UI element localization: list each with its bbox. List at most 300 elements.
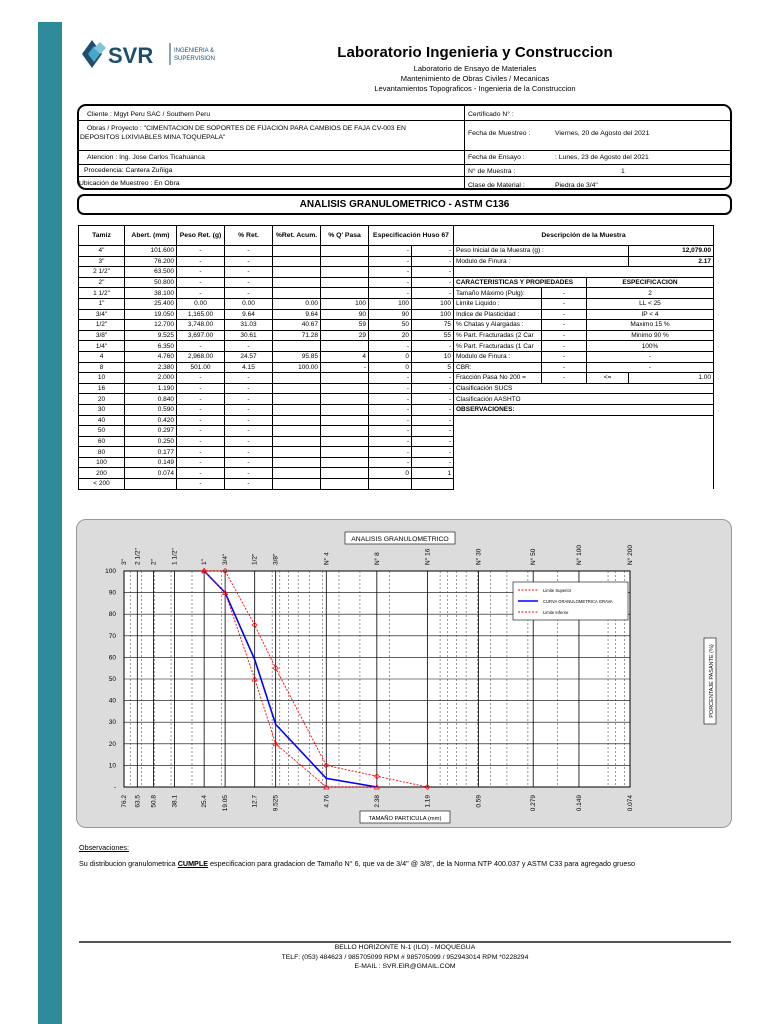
peso-ret-cell: -	[177, 468, 225, 479]
table-row	[79, 246, 714, 257]
peso-ret-cell: 1,165.00	[177, 309, 225, 320]
spec-min-cell: -	[369, 256, 412, 267]
description-cell: ESPECIFICACION	[587, 277, 714, 288]
spec-max-cell: -	[412, 256, 454, 267]
tamiz-cell: 30	[79, 404, 125, 415]
spec-max-cell: 10	[412, 351, 454, 362]
tamiz-cell: 10	[79, 373, 125, 384]
table-header-row	[79, 226, 714, 246]
description-cell: Clasificación AASHTO	[454, 394, 714, 405]
spec-max-cell: 5	[412, 362, 454, 373]
description-cell: -	[542, 373, 587, 384]
pct-ret-cell: -	[225, 341, 273, 352]
clase: Piedra de 3/4"	[555, 182, 598, 189]
column-header: % Ret.	[225, 226, 273, 246]
pct-ret-acum-cell	[273, 415, 321, 426]
sieve-tick-label: N° 16	[424, 548, 432, 565]
sieve-tick-label: 2"	[150, 559, 158, 565]
description-cell: -	[542, 288, 587, 299]
abertura-cell: 0.149	[125, 457, 177, 468]
tamiz-cell: 8	[79, 362, 125, 373]
description-blank	[454, 436, 714, 447]
table-row	[79, 404, 714, 415]
description-cell: % Part. Fracturadas (1 Car	[454, 341, 542, 352]
abertura-cell: 0.840	[125, 394, 177, 405]
pct-ret-cell: -	[225, 246, 273, 257]
header-line-3: Levantamientos Topograficos - Ingenieria de la Construccion	[374, 84, 576, 93]
table-row	[79, 479, 714, 490]
spec-min-cell: -	[369, 383, 412, 394]
table-row	[79, 383, 714, 394]
info-panel	[77, 104, 732, 190]
abertura-cell: 101.600	[125, 246, 177, 257]
sieve-tick-label: N° 4	[323, 552, 331, 565]
sieve-tick-label: 2 1/2"	[134, 548, 142, 565]
spec-max-cell: -	[412, 426, 454, 437]
table-row	[79, 426, 714, 437]
y-tick-label: 80	[108, 611, 116, 619]
fecha-muestreo: Viernes, 20 de Agosto del 2021	[555, 130, 650, 137]
description-cell: OBSERVACIONES:	[454, 404, 714, 415]
description-cell: % Part. Fracturadas (2 Car	[454, 330, 542, 341]
table-row	[79, 320, 714, 331]
column-header: Peso Ret. (g)	[177, 226, 225, 246]
description-blank	[454, 468, 714, 479]
peso-ret-cell: -	[177, 288, 225, 299]
description-cell: <=	[587, 373, 629, 384]
pct-ret-acum-cell	[273, 288, 321, 299]
lab-title: Laboratorio Ingenieria y Construccion	[337, 44, 613, 61]
peso-ret-cell: -	[177, 341, 225, 352]
pct-ret-cell: -	[225, 426, 273, 437]
peso-ret-cell: 501.00	[177, 362, 225, 373]
fecha-ensayo: : Lunes, 23 de Agosto del 2021	[555, 154, 649, 161]
spec-min-cell: -	[369, 267, 412, 278]
n-muestra: 1	[621, 168, 625, 175]
table-row	[79, 267, 714, 278]
spec-min-cell: -	[369, 415, 412, 426]
table-row	[79, 309, 714, 320]
pct-ret-acum-cell: 40.67	[273, 320, 321, 331]
description-blank	[454, 426, 714, 437]
pct-ret-acum-cell	[273, 267, 321, 278]
obs-pre: Su distribucion granulometrica	[79, 859, 178, 868]
pct-ret-cell: -	[225, 415, 273, 426]
info-divider	[464, 106, 465, 190]
pct-ret-cell: -	[225, 479, 273, 490]
y-tick-label: 40	[108, 697, 116, 705]
pct-pasa-cell	[321, 457, 369, 468]
table-row	[79, 373, 714, 384]
description-cell: -	[542, 362, 587, 373]
legend-label: Limite Inferior	[543, 610, 569, 615]
description-cell: Tamaño Máximo (Pulg):	[454, 288, 542, 299]
description-cell: 100%	[587, 341, 714, 352]
spec-max-cell: -	[412, 404, 454, 415]
x-tick-label: 4.76	[323, 795, 331, 808]
obs-cumple: CUMPLE	[177, 859, 209, 868]
pct-pasa-cell: 100	[321, 298, 369, 309]
spec-max-cell: -	[412, 436, 454, 447]
pct-pasa-cell	[321, 341, 369, 352]
pct-ret-cell: -	[225, 468, 273, 479]
pct-ret-acum-cell	[273, 404, 321, 415]
tamiz-cell: 2"	[79, 277, 125, 288]
description-cell: -	[542, 320, 587, 331]
tamiz-cell: 1"	[79, 298, 125, 309]
description-cell: -	[587, 351, 714, 362]
pct-pasa-cell	[321, 373, 369, 384]
x-tick-label: 0.074	[627, 795, 634, 812]
tamiz-cell: 3"	[79, 256, 125, 267]
spec-max-cell: 100	[412, 309, 454, 320]
x-tick-label: 19.05	[222, 795, 230, 812]
tamiz-cell: 60	[79, 436, 125, 447]
description-cell: 12,079.00	[629, 246, 714, 257]
spec-min-cell: -	[369, 277, 412, 288]
pct-ret-acum-cell	[273, 468, 321, 479]
observations-text	[79, 859, 635, 869]
tamiz-cell: 16	[79, 383, 125, 394]
tamiz-cell: 40	[79, 415, 125, 426]
tamiz-cell: 4	[79, 351, 125, 362]
pct-ret-acum-cell	[273, 394, 321, 405]
abertura-cell: 0.177	[125, 447, 177, 458]
column-header: % Q' Pasa	[321, 226, 369, 246]
pct-pasa-cell: -	[321, 362, 369, 373]
pct-ret-cell: -	[225, 277, 273, 288]
y-tick-label: 90	[108, 589, 116, 597]
pct-pasa-cell: 29	[321, 330, 369, 341]
pct-pasa-cell	[321, 277, 369, 288]
pct-ret-acum-cell: 9.64	[273, 309, 321, 320]
chart-panel	[76, 519, 732, 828]
description-cell: -	[542, 330, 587, 341]
pct-pasa-cell	[321, 436, 369, 447]
pct-ret-cell: -	[225, 288, 273, 299]
pct-ret-cell: 9.64	[225, 309, 273, 320]
spec-min-cell: 20	[369, 330, 412, 341]
legend-label: Limite Superior	[543, 588, 572, 593]
pct-ret-cell: -	[225, 373, 273, 384]
x-tick-label: 38.1	[171, 795, 179, 808]
column-header: Tamiz	[79, 226, 125, 246]
footer-phone: TELF: (053) 484623 / 985705099 RPM # 985705099 / 952943014 RPM *0228294	[281, 953, 529, 961]
y-tick-label: 50	[108, 676, 116, 683]
pct-pasa-cell	[321, 404, 369, 415]
abertura-cell: 0.074	[125, 468, 177, 479]
description-blank	[454, 479, 714, 490]
pct-ret-acum-cell: 95.85	[273, 351, 321, 362]
tamiz-cell: 50	[79, 426, 125, 437]
column-header: Abert. (mm)	[125, 226, 177, 246]
tamiz-cell: 1/2"	[79, 320, 125, 331]
description-cell: 1.00	[629, 373, 714, 384]
table-row	[79, 362, 714, 373]
sieve-tick-label: 1"	[201, 559, 209, 565]
abertura-cell: 9.525	[125, 330, 177, 341]
abertura-cell: 38.100	[125, 288, 177, 299]
header-line-1: Laboratorio de Ensayo de Materiales	[413, 64, 537, 73]
tamiz-cell: 200	[79, 468, 125, 479]
description-cell: Clasificación SUCS	[454, 383, 714, 394]
y-tick-label: 60	[108, 654, 116, 662]
description-cell: Indice de Plasticidad :	[454, 309, 542, 320]
spec-min-cell: -	[369, 436, 412, 447]
peso-ret-cell: 0.00	[177, 298, 225, 309]
description-cell: Fracción Pasa No 200 =	[454, 373, 542, 384]
pct-ret-cell: -	[225, 394, 273, 405]
x-tick-label: 0.279	[530, 795, 538, 812]
spec-max-cell: 100	[412, 298, 454, 309]
abertura-cell: 4.760	[125, 351, 177, 362]
peso-ret-cell: 3,697.00	[177, 330, 225, 341]
sieve-tick-label: 3/8"	[272, 553, 280, 565]
description-cell: -	[542, 309, 587, 320]
x-tick-label: 12.7	[251, 795, 259, 808]
pct-ret-cell: -	[225, 267, 273, 278]
pct-ret-acum-cell	[273, 426, 321, 437]
procedencia: Procedencia: Cantera Zuñiga	[84, 167, 173, 174]
observations-label: Observaciones:	[79, 843, 129, 852]
spec-min-cell: -	[369, 404, 412, 415]
x-tick-label: 2.38	[373, 795, 381, 808]
abertura-cell: 25.400	[125, 298, 177, 309]
spec-min-cell: -	[369, 447, 412, 458]
y-tick-label: 10	[108, 762, 116, 770]
abertura-cell: 0.420	[125, 415, 177, 426]
abertura-cell: 63.500	[125, 267, 177, 278]
pct-pasa-cell	[321, 288, 369, 299]
sieve-tick-label: 1/2"	[251, 553, 259, 565]
x-tick-label: 0.59	[475, 795, 483, 808]
pct-ret-cell: -	[225, 447, 273, 458]
spec-min-cell: 0	[369, 362, 412, 373]
spec-min-cell: 90	[369, 309, 412, 320]
spec-min-cell: 50	[369, 320, 412, 331]
pct-ret-cell: -	[225, 457, 273, 468]
pct-pasa-cell: 4	[321, 351, 369, 362]
table-row	[79, 394, 714, 405]
description-cell: LL < 25	[587, 298, 714, 309]
description-cell: Maximo 15 %	[587, 320, 714, 331]
sieve-tick-label: 3/4"	[222, 553, 230, 565]
y-tick-label: 70	[108, 632, 116, 640]
abertura-cell: 0.250	[125, 436, 177, 447]
spec-max-cell: 55	[412, 330, 454, 341]
spec-min-cell: -	[369, 457, 412, 468]
pct-ret-cell: -	[225, 383, 273, 394]
pct-pasa-cell	[321, 267, 369, 278]
svr-logo	[78, 34, 250, 74]
x-tick-label: 50.8	[150, 795, 158, 808]
pct-ret-acum-cell: 0.00	[273, 298, 321, 309]
pct-ret-cell: 24.57	[225, 351, 273, 362]
footer-address: BELLO HORIZONTE N-1 (ILO) - MOQUEGUA	[334, 944, 476, 951]
abertura-cell: 1.190	[125, 383, 177, 394]
sieve-tick-label: N° 30	[475, 548, 483, 565]
pct-ret-acum-cell	[273, 383, 321, 394]
lab-header	[300, 44, 650, 94]
ubicacion: Ubicación de Muestreo : En Obra	[79, 180, 180, 187]
abertura-cell: 12.700	[125, 320, 177, 331]
pct-ret-cell: 30.61	[225, 330, 273, 341]
description-cell	[454, 267, 714, 278]
obra-line-1: Obras / Proyecto : "CIMENTACION DE SOPORTES DE FIJACION PARA CAMBIOS DE FAJA CV-003 EN	[87, 125, 406, 132]
footer-email: E-MAIL : SVR.EIR@GMAIL.COM	[354, 963, 456, 970]
logo-sub-2: SUPERVISION	[174, 56, 215, 62]
table-row	[79, 256, 714, 267]
cliente: Cliente : Mgyt Peru SAC / Southern Peru	[87, 111, 211, 118]
spec-min-cell: 0	[369, 351, 412, 362]
x-axis-label: TAMAÑO PARTICULA (mm)	[368, 816, 442, 822]
pct-pasa-cell: 90	[321, 309, 369, 320]
pct-pasa-cell	[321, 426, 369, 437]
pct-pasa-cell	[321, 246, 369, 257]
abertura-cell: 6.350	[125, 341, 177, 352]
x-tick-label: 9.525	[272, 795, 280, 812]
fecha-ensayo-label: Fecha de Ensayo :	[468, 154, 525, 161]
description-blank	[454, 447, 714, 458]
column-header: Especificación Huso 67	[369, 226, 454, 246]
tamiz-cell: 20	[79, 394, 125, 405]
tamiz-cell: 2 1/2"	[79, 267, 125, 278]
spec-max-cell: -	[412, 447, 454, 458]
peso-ret-cell: -	[177, 373, 225, 384]
sieve-tick-label: N° 100	[575, 545, 583, 565]
description-cell: Modulo de Finura :	[454, 351, 542, 362]
obs-post: especificacion para gradacion de Tamaño N° 6, que va de 3/4" @ 3/8", de la Norma NTP 400.037 y ASTM C33 para agregado grueso	[208, 859, 635, 868]
chart-title: ANALISIS GRANULOMETRICO	[351, 536, 449, 543]
pct-pasa-cell	[321, 256, 369, 267]
sieve-tick-label: 3"	[121, 559, 128, 565]
tamiz-cell: 100	[79, 457, 125, 468]
column-header: Descripción de la Muestra	[454, 226, 714, 246]
spec-max-cell: -	[412, 394, 454, 405]
pct-ret-acum-cell	[273, 447, 321, 458]
spec-min-cell: -	[369, 341, 412, 352]
observations	[79, 843, 635, 869]
description-cell: % Chatas y Alargadas :	[454, 320, 542, 331]
tamiz-cell: 1/4"	[79, 341, 125, 352]
description-cell: CBR:	[454, 362, 542, 373]
sieve-tick-label: N° 8	[373, 552, 381, 565]
pct-ret-cell: -	[225, 436, 273, 447]
table-row	[79, 415, 714, 426]
description-blank	[454, 415, 714, 426]
pct-ret-acum-cell	[273, 256, 321, 267]
pct-pasa-cell	[321, 479, 369, 490]
obra-line-2: DEPOSITOS LIXIVIABLES MINA TOQUEPALA"	[80, 134, 226, 141]
spec-max-cell: -	[412, 457, 454, 468]
pct-ret-acum-cell	[273, 457, 321, 468]
y-tick-label: -	[113, 784, 116, 791]
description-cell: Peso Inicial de la Muestra (g) :	[454, 246, 629, 257]
n-muestra-label: N° de Muestra :	[468, 168, 516, 175]
pct-ret-acum-cell	[273, 277, 321, 288]
header-line-2: Mantenimiento de Obras Civiles / Mecanicas	[400, 74, 550, 83]
abertura-cell: 0.590	[125, 404, 177, 415]
peso-ret-cell: -	[177, 436, 225, 447]
peso-ret-cell: -	[177, 383, 225, 394]
pct-pasa-cell	[321, 415, 369, 426]
pct-pasa-cell	[321, 447, 369, 458]
abertura-cell: 50.800	[125, 277, 177, 288]
column-header: %Ret. Acum.	[273, 226, 321, 246]
description-cell: Minimo 90 %	[587, 330, 714, 341]
granulometry-table	[78, 225, 714, 490]
pct-pasa-cell	[321, 468, 369, 479]
description-cell: 2	[587, 288, 714, 299]
spec-min-cell: -	[369, 394, 412, 405]
peso-ret-cell: -	[177, 479, 225, 490]
table-row	[79, 330, 714, 341]
table-row	[79, 447, 714, 458]
granulometric-chart	[77, 520, 733, 829]
abertura-cell: 76.200	[125, 256, 177, 267]
spec-min-cell: 0	[369, 468, 412, 479]
description-cell: -	[587, 362, 714, 373]
spec-max-cell: -	[412, 267, 454, 278]
legend-label: CURVA GRANULOMETRICA GRAVA	[543, 599, 613, 604]
tamiz-cell: 80	[79, 447, 125, 458]
pct-ret-cell: 4.15	[225, 362, 273, 373]
spec-max-cell: -	[412, 373, 454, 384]
table-row	[79, 351, 714, 362]
description-cell: Modulo de Finura :	[454, 256, 629, 267]
peso-ret-cell: -	[177, 426, 225, 437]
spec-min-cell: -	[369, 373, 412, 384]
spec-max-cell: -	[412, 341, 454, 352]
peso-ret-cell: -	[177, 457, 225, 468]
table-row	[79, 341, 714, 352]
y-tick-label: 20	[108, 740, 116, 748]
x-tick-label: 63.5	[134, 795, 142, 808]
tamiz-cell: 3/4"	[79, 309, 125, 320]
table-row	[79, 468, 714, 479]
pct-ret-acum-cell: 100.00	[273, 362, 321, 373]
x-tick-label: 0.149	[575, 795, 583, 812]
abertura-cell: 0.297	[125, 426, 177, 437]
y-axis-label: PORCENTAJE PASANTE (%)	[709, 644, 715, 718]
spec-min-cell	[369, 479, 412, 490]
sieve-tick-label: N° 200	[627, 545, 634, 565]
fecha-muestreo-label: Fecha de Muestreo :	[468, 130, 531, 137]
spec-max-cell: -	[412, 288, 454, 299]
pct-ret-acum-cell	[273, 479, 321, 490]
clase-label: Clase de Material :	[468, 182, 525, 189]
y-tick-label: 100	[105, 568, 116, 575]
abertura-cell	[125, 479, 177, 490]
logo-sub-1: INGENIERIA &	[174, 48, 215, 54]
pct-ret-cell: 31.03	[225, 320, 273, 331]
spec-max-cell: -	[412, 277, 454, 288]
table-row	[79, 436, 714, 447]
pct-ret-cell: -	[225, 256, 273, 267]
abertura-cell: 2.380	[125, 362, 177, 373]
description-cell: Limite Liquido :	[454, 298, 542, 309]
table-row	[79, 298, 714, 309]
x-tick-label: 76.2	[121, 795, 128, 808]
spec-min-cell: -	[369, 426, 412, 437]
sieve-tick-label: 1 1/2"	[171, 548, 179, 565]
tamiz-cell: 4"	[79, 246, 125, 257]
pct-ret-cell: -	[225, 404, 273, 415]
peso-ret-cell: -	[177, 277, 225, 288]
peso-ret-cell: -	[177, 447, 225, 458]
peso-ret-cell: -	[177, 267, 225, 278]
description-cell: 2.17	[629, 256, 714, 267]
